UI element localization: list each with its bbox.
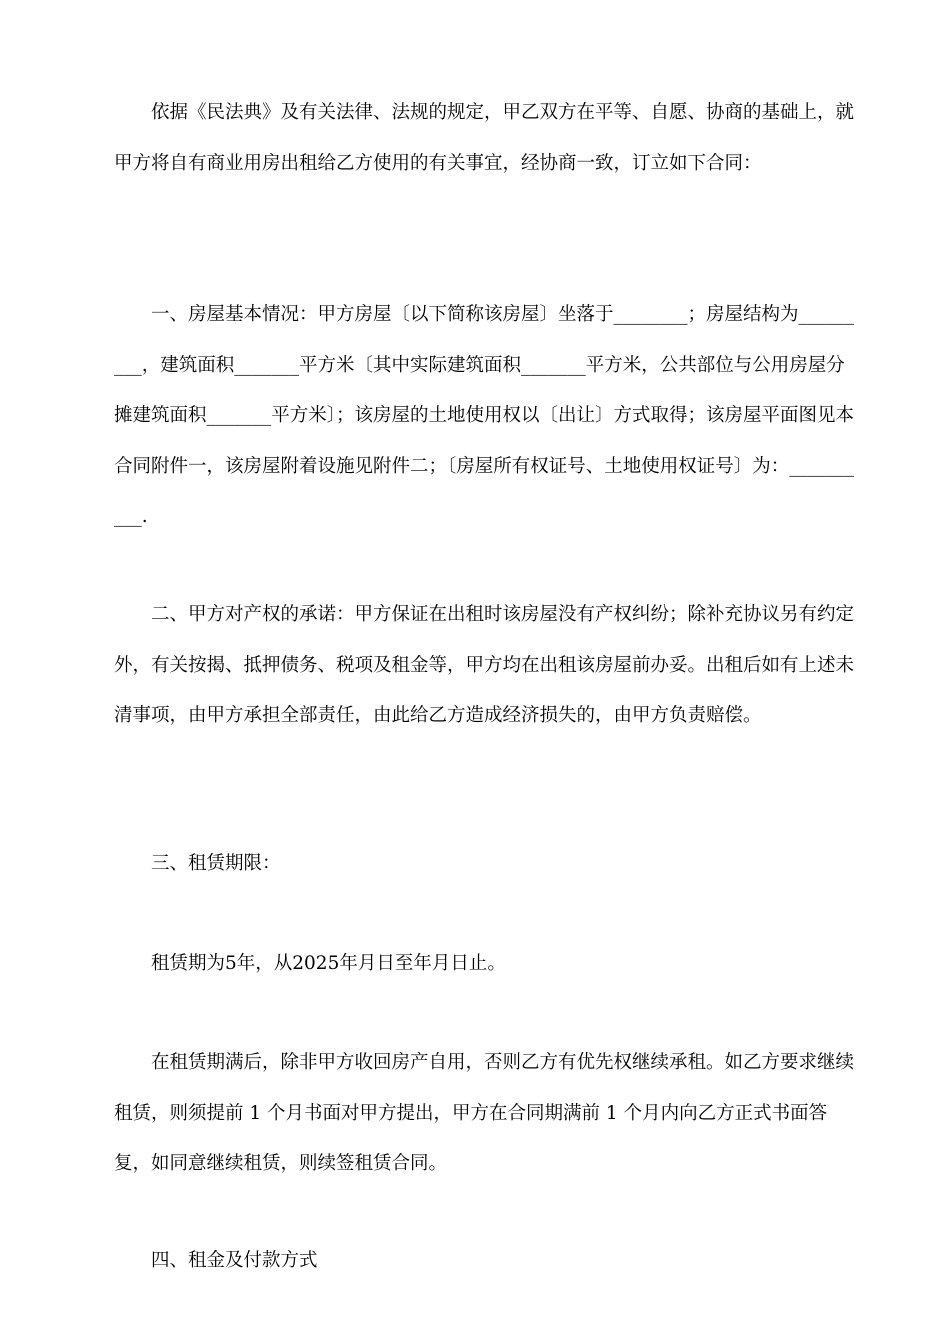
section-3-heading: 三、租赁期限： <box>151 853 281 874</box>
section-3-renewal-paragraph: 在租赁期满后，除非甲方收回房产自用，否则乙方有优先权继续承租。如乙方要求继续租赁，则须提前 1 个月书面对甲方提出，甲方在合同期满前 1 个月内向乙方正式书面答复，如同意继续租赁，则续签租赁合同。 <box>114 1052 855 1174</box>
intro-paragraph: 依据《民法典》及有关法律、法规的规定，甲乙双方在平等、自愿、协商的基础上，就甲方将自有商业用房出租给乙方使用的有关事宜，经协商一致，订立如下合同： <box>114 102 855 174</box>
section-3-term-paragraph: 租赁期为5年，从2025年月日至年月日止。 <box>151 953 506 974</box>
section-2-paragraph: 二、甲方对产权的承诺：甲方保证在出租时该房屋没有产权纠纷；除补充协议另有约定外，有关按揭、抵押债务、税项及租金等，甲方均在出租该房屋前办妥。出租后如有上述未清事项，由甲方承担全部责任，由此给乙方造成经济损失的，由甲方负责赔偿。 <box>114 604 855 726</box>
section-1-paragraph: 一、房屋基本情况：甲方房屋〔以下简称该房屋〕坐落于________；房屋结构为_________，建筑面积_______平方米〔其中实际建筑面积_______平方米，公共部位与公用房屋分摊建筑面积_______平方米〕；该房屋的土地使用权以〔出让〕方式取得；该房屋平面图见本合同附件一，该房屋附着设施见附件二；〔房屋所有权证号、土地使用权证号〕为：__________. <box>114 304 855 527</box>
section-4-heading: 四、租金及付款方式 <box>151 1250 318 1271</box>
